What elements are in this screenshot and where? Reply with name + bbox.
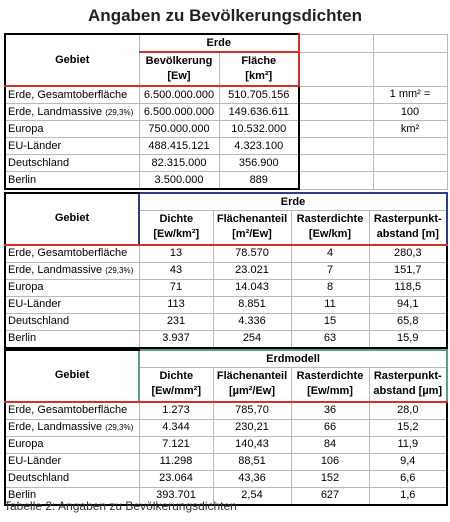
value-cell: 94,1 — [369, 296, 447, 313]
population-column-header: Bevölkerung [Ew] — [139, 52, 219, 86]
region-label: Berlin — [5, 172, 139, 190]
scale-note: km² — [373, 121, 447, 138]
value-cell: 3.937 — [139, 330, 213, 348]
land-share-note: (29,3%) — [105, 266, 134, 275]
value-cell: 7 — [291, 262, 369, 279]
table-caption: Tabelle 2: Angaben zu Bevölkerungsdichten — [4, 499, 237, 513]
value-cell: 11.298 — [139, 453, 213, 470]
region-label: Erde, Landmassive (29,3%) — [5, 104, 139, 121]
population-cell: 6.500.000.000 — [139, 104, 219, 121]
gebiet-header: Gebiet — [5, 350, 139, 402]
value-cell: 66 — [291, 419, 369, 436]
region-label: Berlin — [5, 487, 139, 505]
value-cell: 65,8 — [369, 313, 447, 330]
value-cell: 1,6 — [369, 487, 447, 505]
value-cell: 393.701 — [139, 487, 213, 505]
value-cell: 140,43 — [213, 436, 291, 453]
region-label: Europa — [5, 279, 139, 296]
table-row — [5, 419, 447, 436]
table-row — [5, 296, 447, 313]
value-cell: 84 — [291, 436, 369, 453]
region-label: EU-Länder — [5, 138, 139, 155]
population-cell: 3.500.000 — [139, 172, 219, 190]
region-label: Europa — [5, 436, 139, 453]
column-header: Flächenanteil [µm²/Ew] — [213, 368, 291, 402]
scale-note — [373, 172, 447, 190]
area-cell: 149.636.611 — [219, 104, 299, 121]
value-cell: 43 — [139, 262, 213, 279]
region-label: Deutschland — [5, 470, 139, 487]
group-header: Erde — [139, 193, 447, 211]
population-table — [4, 33, 448, 190]
table-row — [5, 402, 447, 420]
scale-note — [373, 138, 447, 155]
value-cell: 15,2 — [369, 419, 447, 436]
column-header: Dichte [Ew/km²] — [139, 211, 213, 245]
value-cell: 11 — [291, 296, 369, 313]
population-cell: 488.415.121 — [139, 138, 219, 155]
table-row — [5, 155, 447, 172]
region-label: EU-Länder — [5, 296, 139, 313]
value-cell: 7.121 — [139, 436, 213, 453]
empty-cell — [299, 155, 373, 172]
value-cell: 43,36 — [213, 470, 291, 487]
region-label: Deutschland — [5, 155, 139, 172]
region-label: Europa — [5, 121, 139, 138]
region-label: EU-Länder — [5, 453, 139, 470]
value-cell: 231 — [139, 313, 213, 330]
region-label: Berlin — [5, 330, 139, 348]
value-cell: 23.064 — [139, 470, 213, 487]
value-cell: 113 — [139, 296, 213, 313]
population-cell: 82.315.000 — [139, 155, 219, 172]
table-row — [5, 86, 447, 104]
region-label: Erde, Gesamtoberfläche — [5, 402, 139, 420]
column-header: Flächenanteil [m²/Ew] — [213, 211, 291, 245]
value-cell: 23.021 — [213, 262, 291, 279]
column-header: Rasterpunkt- abstand [m] — [369, 211, 447, 245]
value-cell: 254 — [213, 330, 291, 348]
value-cell: 11,9 — [369, 436, 447, 453]
value-cell: 785,70 — [213, 402, 291, 420]
column-header: Rasterdichte [Ew/mm] — [291, 368, 369, 402]
value-cell: 6,6 — [369, 470, 447, 487]
value-cell: 152 — [291, 470, 369, 487]
page-title: Angaben zu Bevölkerungsdichten — [88, 6, 362, 25]
population-cell: 6.500.000.000 — [139, 86, 219, 104]
value-cell: 4 — [291, 245, 369, 263]
empty-cell — [299, 138, 373, 155]
value-cell: 36 — [291, 402, 369, 420]
area-cell: 510.705.156 — [219, 86, 299, 104]
region-label: Erde, Gesamtoberfläche — [5, 245, 139, 263]
value-cell: 71 — [139, 279, 213, 296]
value-cell: 627 — [291, 487, 369, 505]
value-cell: 15,9 — [369, 330, 447, 348]
value-cell: 14.043 — [213, 279, 291, 296]
table-row — [5, 104, 447, 121]
value-cell: 9,4 — [369, 453, 447, 470]
table-row — [5, 313, 447, 330]
density-table-earth — [4, 192, 448, 349]
table-row — [5, 262, 447, 279]
region-label: Erde, Landmassive (29,3%) — [5, 419, 139, 436]
area-cell: 356.900 — [219, 155, 299, 172]
scale-note: 100 — [373, 104, 447, 121]
scale-note: 1 mm² = — [373, 86, 447, 104]
area-cell: 10.532.000 — [219, 121, 299, 138]
value-cell: 151,7 — [369, 262, 447, 279]
value-cell: 88,51 — [213, 453, 291, 470]
region-label: Deutschland — [5, 313, 139, 330]
table-row — [5, 245, 447, 263]
value-cell: 15 — [291, 313, 369, 330]
table-row — [5, 138, 447, 155]
value-cell: 4.336 — [213, 313, 291, 330]
density-table-model — [4, 349, 448, 506]
column-header: Rasterpunkt- abstand [µm] — [369, 368, 447, 402]
value-cell: 1.273 — [139, 402, 213, 420]
region-label: Erde, Landmassive (29,3%) — [5, 262, 139, 279]
value-cell: 2,54 — [213, 487, 291, 505]
area-cell: 889 — [219, 172, 299, 190]
empty-cell — [299, 121, 373, 138]
area-column-header: Fläche [km²] — [219, 52, 299, 86]
region-label: Erde, Gesamtoberfläche — [5, 86, 139, 104]
scale-note — [373, 155, 447, 172]
table-row — [5, 436, 447, 453]
table-row — [5, 330, 447, 348]
gebiet-header: Gebiet — [5, 193, 139, 245]
land-share-note: (29,3%) — [105, 107, 134, 117]
area-cell: 4.323.100 — [219, 138, 299, 155]
column-header: Dichte [Ew/mm²] — [139, 368, 213, 402]
empty-cell — [299, 86, 373, 104]
empty-cell — [299, 172, 373, 190]
empty-cell — [299, 104, 373, 121]
gebiet-header: Gebiet — [5, 34, 139, 86]
value-cell: 8.851 — [213, 296, 291, 313]
group-header: Erdmodell — [139, 350, 447, 368]
value-cell: 106 — [291, 453, 369, 470]
table-row — [5, 453, 447, 470]
table-row — [5, 121, 447, 138]
value-cell: 4.344 — [139, 419, 213, 436]
value-cell: 28,0 — [369, 402, 447, 420]
value-cell: 78.570 — [213, 245, 291, 263]
value-cell: 280,3 — [369, 245, 447, 263]
value-cell: 13 — [139, 245, 213, 263]
value-cell: 63 — [291, 330, 369, 348]
value-cell: 118,5 — [369, 279, 447, 296]
table-row — [5, 172, 447, 190]
land-share-note: (29,3%) — [105, 423, 134, 432]
column-header: Rasterdichte [Ew/km] — [291, 211, 369, 245]
table-row — [5, 279, 447, 296]
value-cell: 230,21 — [213, 419, 291, 436]
table-row — [5, 470, 447, 487]
population-cell: 750.000.000 — [139, 121, 219, 138]
group-header: Erde — [139, 34, 299, 52]
value-cell: 8 — [291, 279, 369, 296]
